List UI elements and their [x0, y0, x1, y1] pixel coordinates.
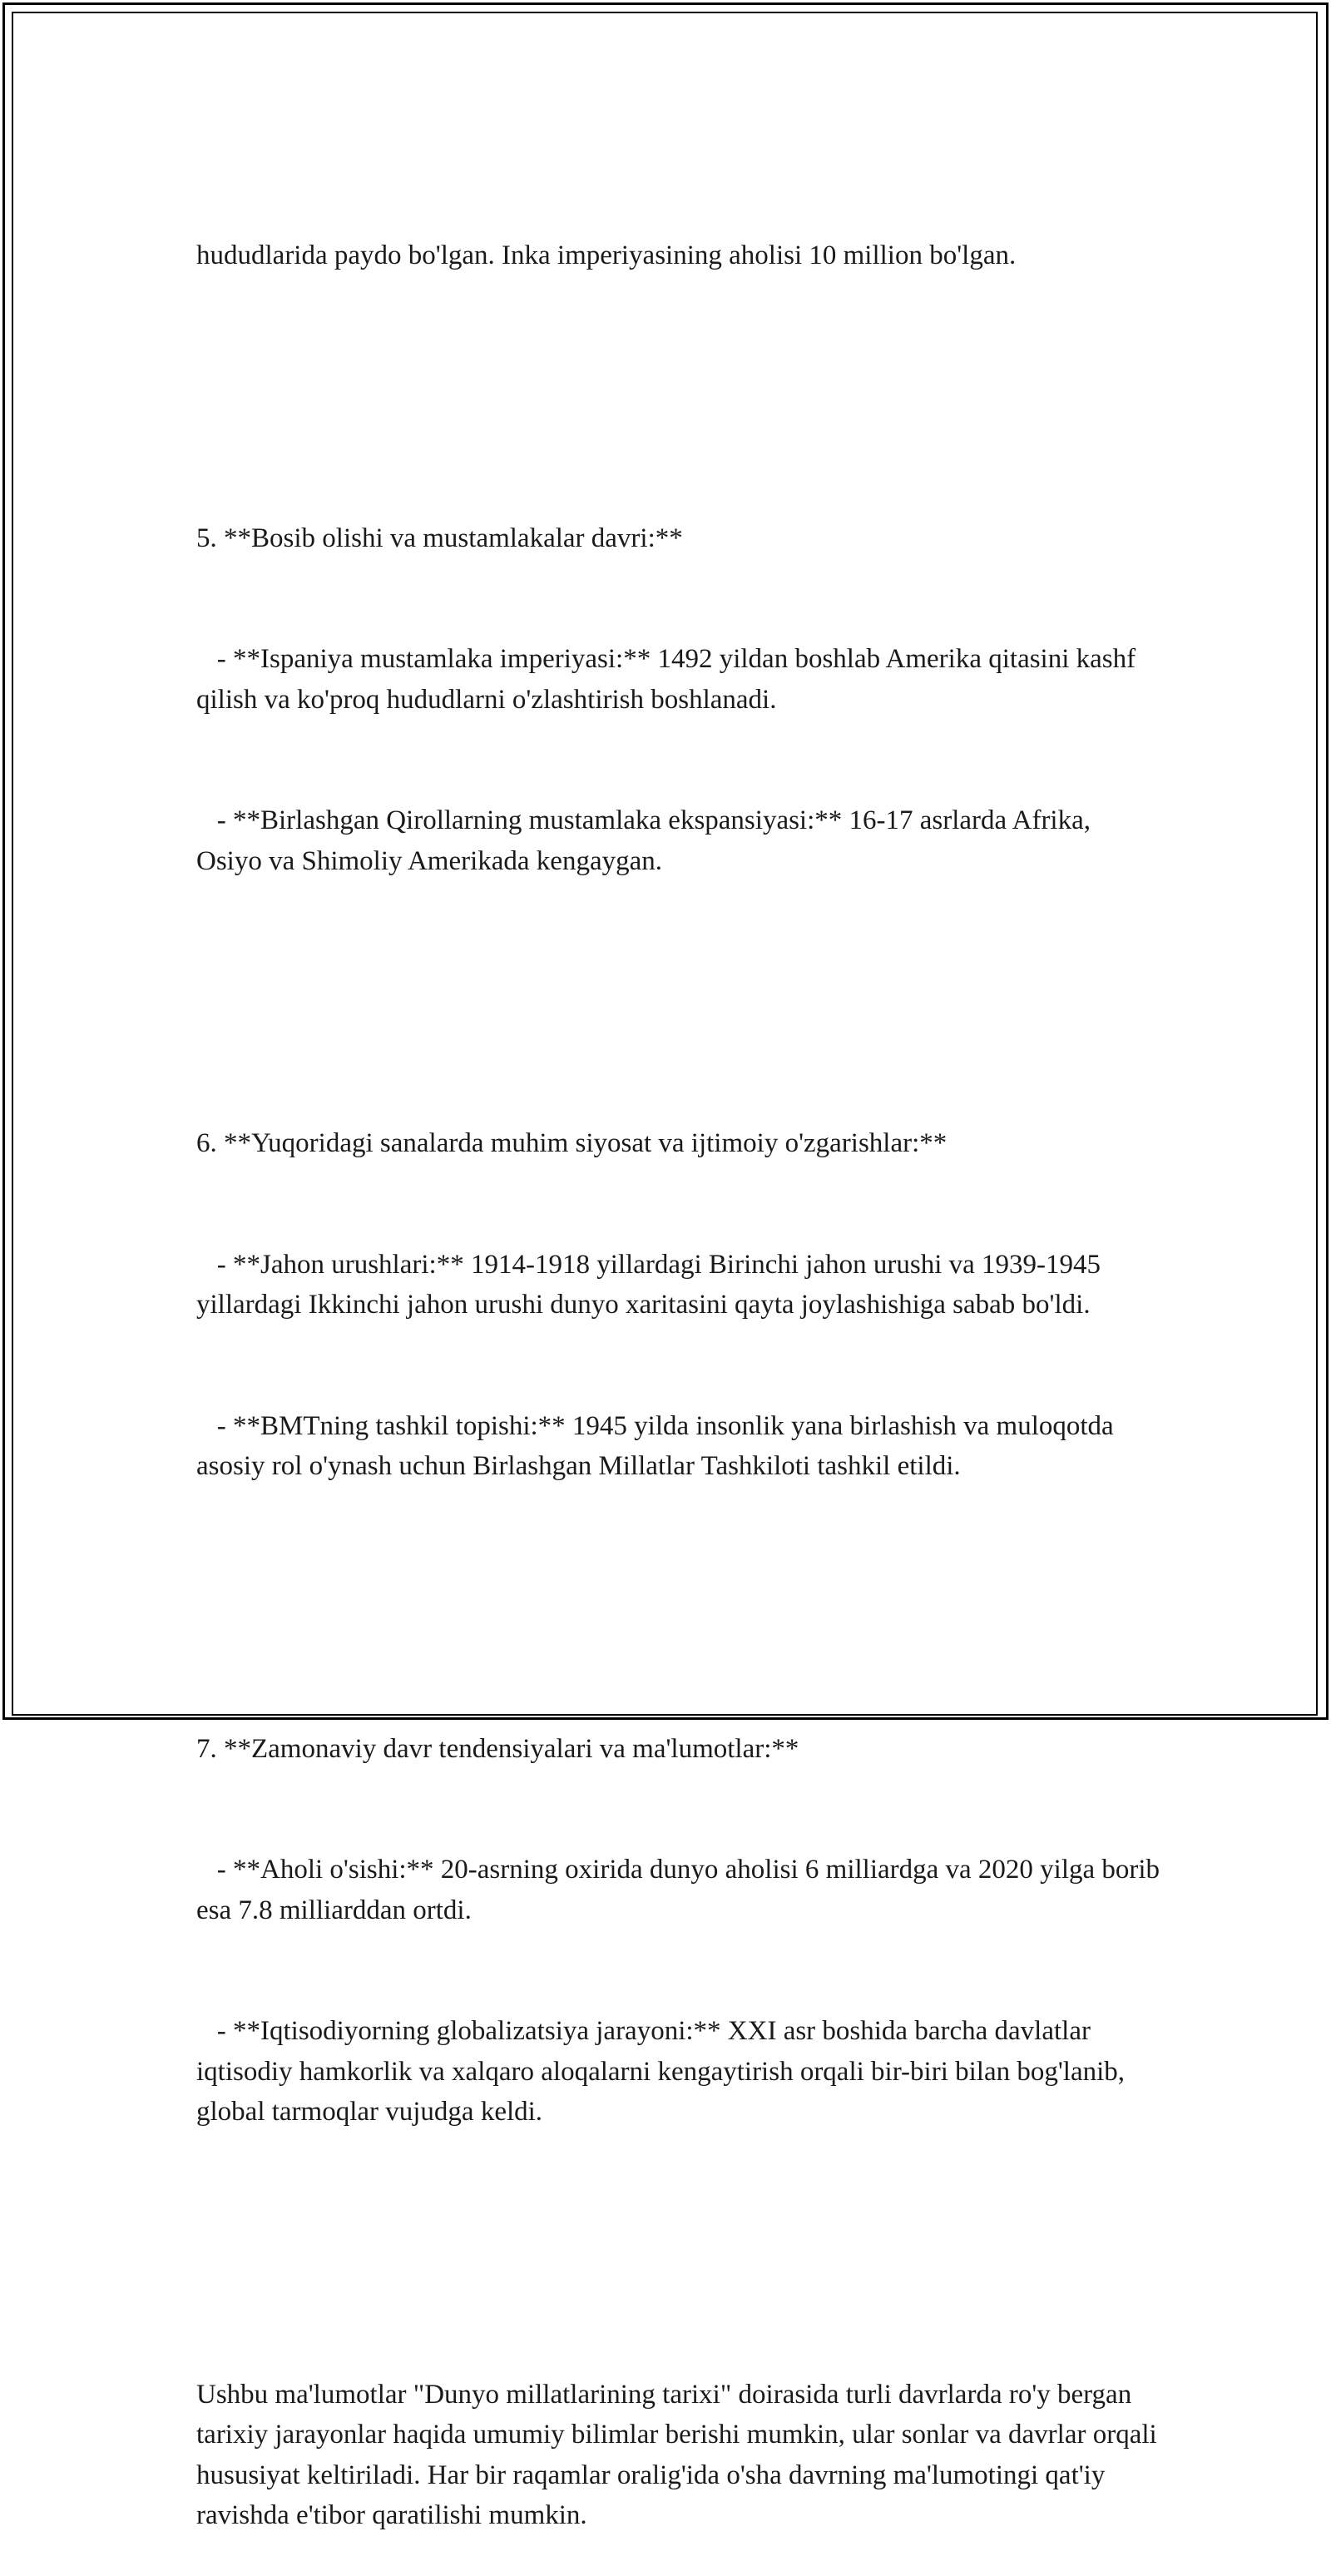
section-6-item-1: - **Jahon urushlari:** 1914-1918 yillardagi Birinchi jahon urushi va 1939-1945 yillardagi Ikkinchi jahon urushi dunyo xaritasini qayta joylashishiga sabab bo'ldi.: [196, 1249, 1108, 1320]
intro-line: hududlarida paydo bo'lgan. Inka imperiyasining aholisi 10 million bo'lgan.: [196, 240, 1017, 270]
section-7-item-1: - **Aholi o'sishi:** 20-asrning oxirida dunyo aholisi 6 milliardga va 2020 yilga borib esa 7.8 milliarddan ortdi.: [196, 1855, 1167, 1925]
closing-paragraph: Ushbu ma'lumotlar "Dunyo millatlarining tarixi" doirasida turli davrlarda ro'y bergan tarixiy jarayonlar haqida umumiy bilimlar berishi mumkin, ular sonlar va davrlar orqali hususiyat keltiriladi. Har bir raqamlar oralig'ida o'sha davrning ma'lumotingi qat'iy ravishda e'tibor qaratilishi mumkin.: [196, 2379, 1164, 2530]
section-6-item-2: - **BMTning tashkil topishi:** 1945 yilda insonlik yana birlashish va muloqotda asosiy rol o'ynash uchun Birlashgan Millatlar Tashkiloti tashkil etildi.: [196, 1410, 1121, 1481]
section-6-heading: 6. **Yuqoridagi sanalarda muhim siyosat va ijtimoiy o'zgarishlar:**: [196, 1128, 948, 1158]
paragraph-gap: [196, 357, 1161, 398]
paragraph-gap: [196, 2213, 1161, 2254]
paragraph-gap: [196, 962, 1161, 1003]
paragraph-gap: [196, 1568, 1161, 1608]
section-7-item-2: - **Iqtisodiyorning globalizatsiya jarayoni:** XXI asr boshida barcha davlatlar iqtisodiy hamkorlik va xalqaro aloqalarni kengaytirish orqali bir-biri bilan bog'lanib, global tarmoqlar vujudga keldi.: [196, 2016, 1132, 2127]
section-5-heading: 5. **Bosib olishi va mustamlakalar davri:**: [196, 523, 683, 553]
section-7-heading: 7. **Zamonaviy davr tendensiyalari va ma'lumotlar:**: [196, 1733, 799, 1764]
section-5-item-2: - **Birlashgan Qirollarning mustamlaka ekspansiyasi:** 16-17 asrlarda Afrika, Osiyo va Shimoliy Amerikada kengaygan.: [196, 805, 1098, 876]
document-body: [196, 155, 1167, 2576]
section-5-item-1: - **Ispaniya mustamlaka imperiyasi:** 1492 yildan boshlab Amerika qitasini kashf qilish va ko'proq hududlarni o'zlashtirish boshlanadi.: [196, 644, 1143, 715]
